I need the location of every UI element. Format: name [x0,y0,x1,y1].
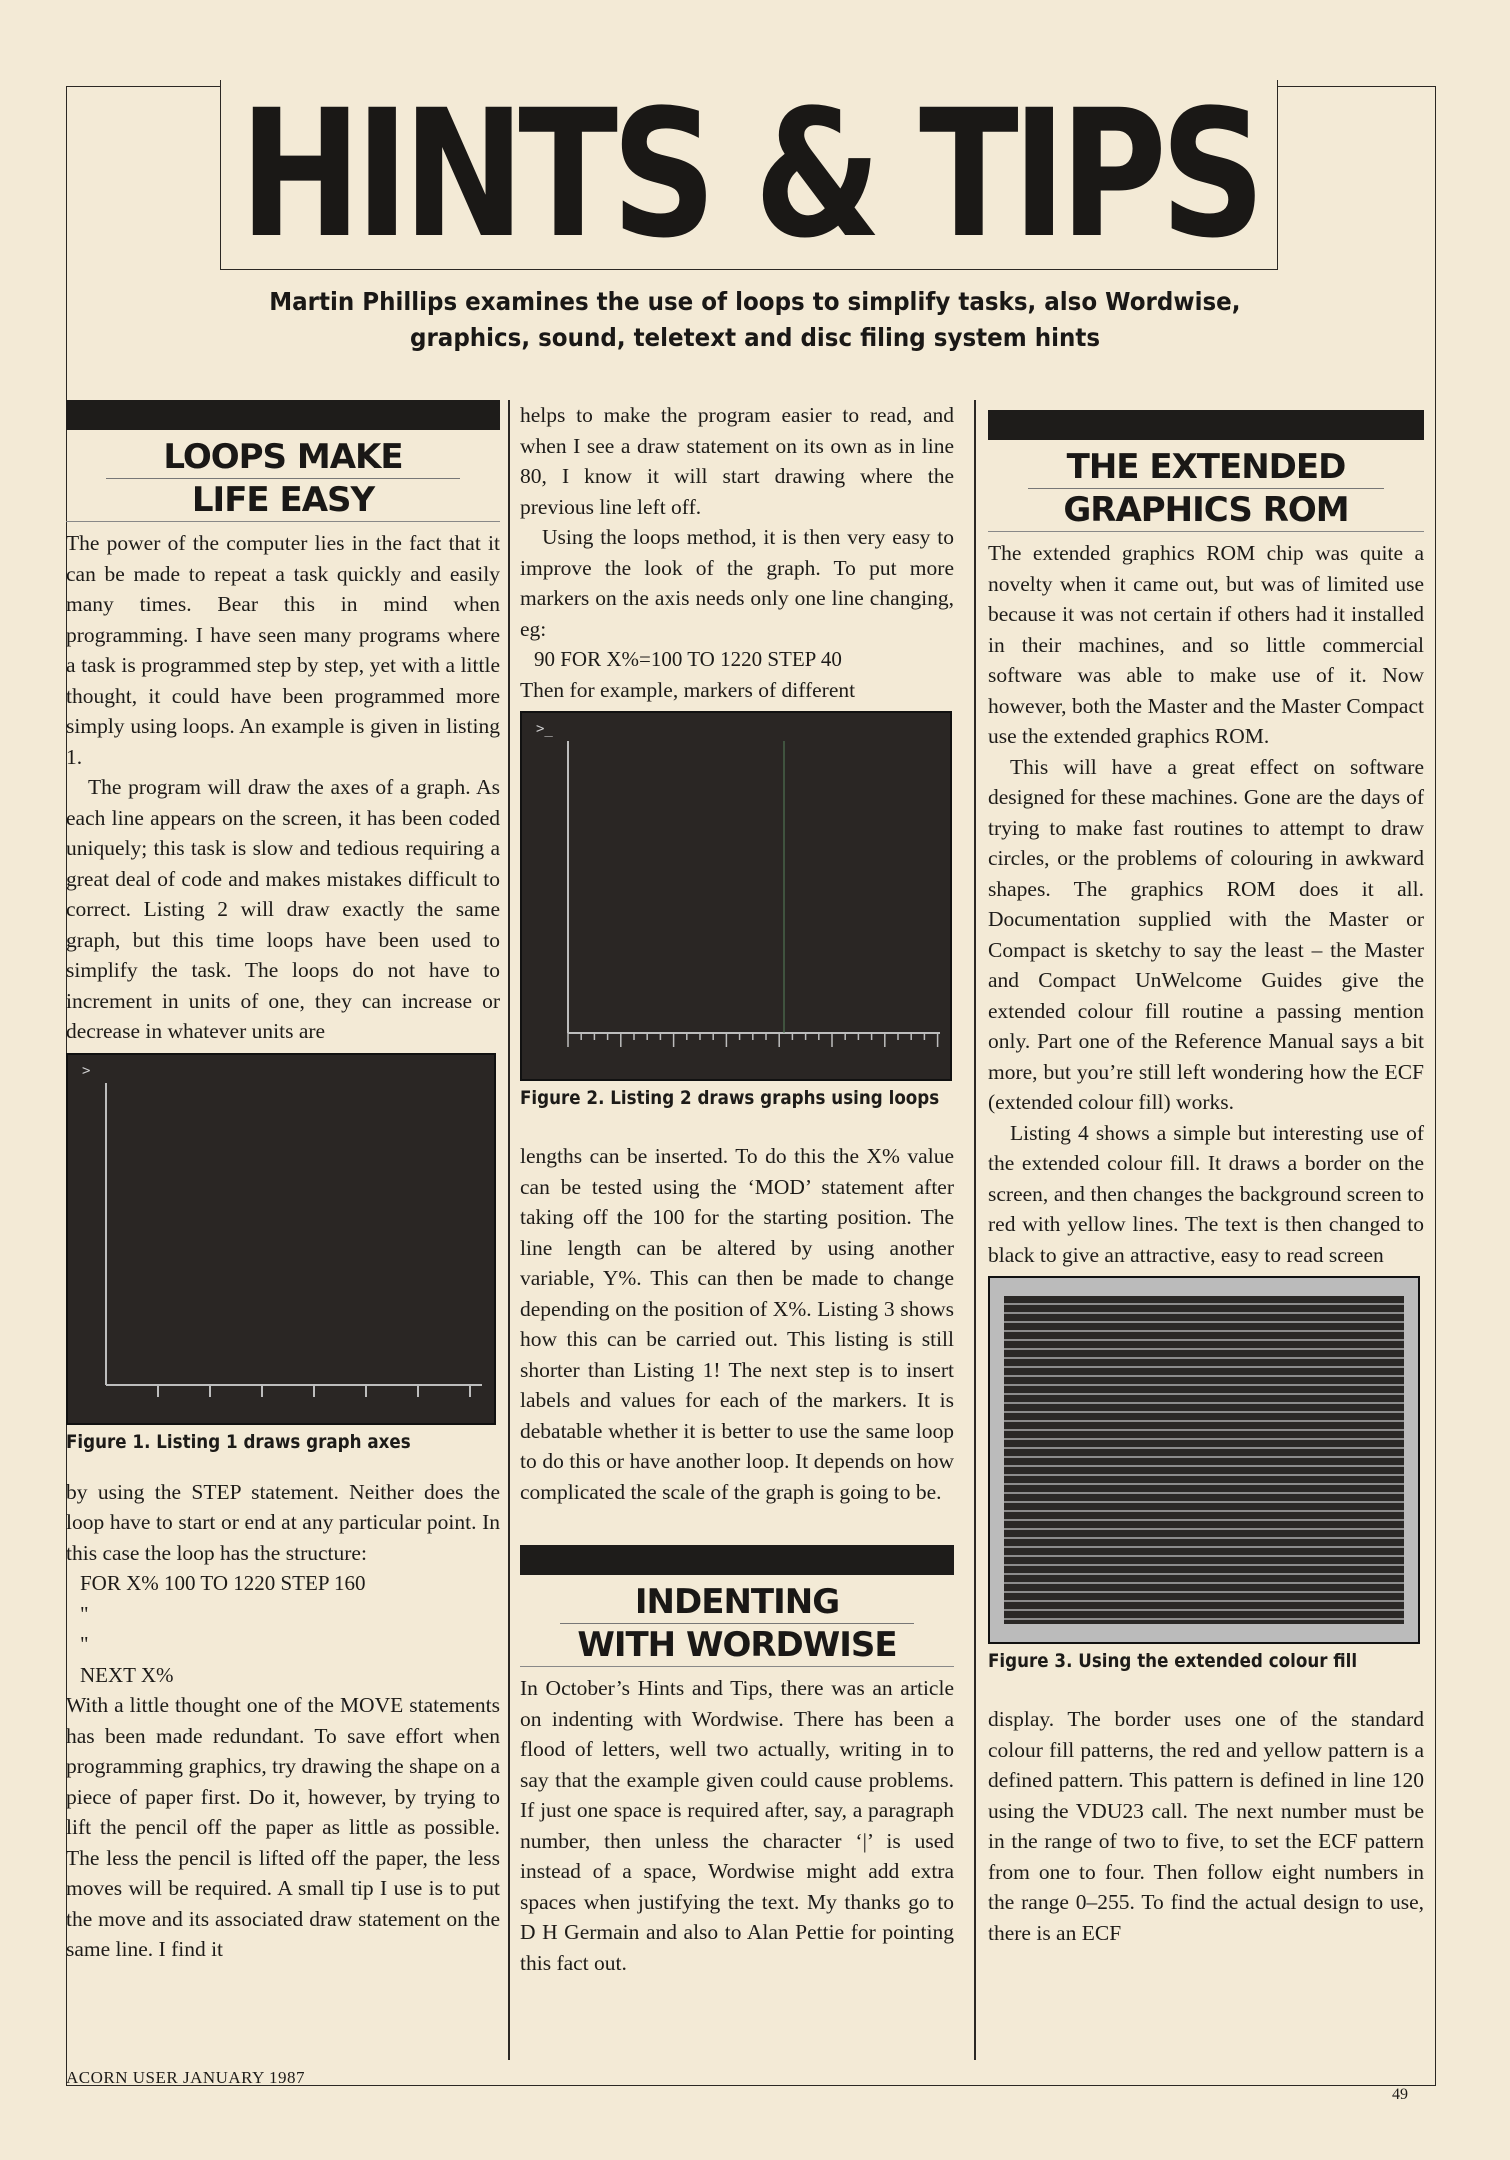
column-rule [974,400,976,2060]
graphics-heading [988,410,1424,532]
code-line: 90 FOR X%=100 TO 1220 STEP 40 [534,647,842,671]
code-line: NEXT X% [80,1662,174,1687]
figure-1-caption: Figure 1. Listing 1 draws graph axes [66,1430,411,1453]
paragraph: The power of the computer lies in the fact that it can be made to repeat a task quickly and easily many times. Bear this in mind when programming. I have seen many programs where a task is programmed step by step, yet with a little thought, it could have been programmed more simply using loops. An example is given in listing 1. [66,531,500,769]
paragraph: The extended graphics ROM chip was quite a novelty when it came out, but was of limited use because it was not certain if others had it installed in their machines, and so little commercial software was able to make use of it. Now however, both the Master and the Master Compact use the extended graphics ROM. [988,541,1424,748]
paragraph: The program will draw the axes of a graph. As each line appears on the screen, it has been coded uniquely; this task is slow and tedious requiring a great deal of code and makes mistakes difficult to correct. Listing 2 will draw exactly the same graph, but this time loops have been used to simplify the task. The loops do not have to increment in units of one, they can increase or decrease in whatever units are [66,775,500,1043]
heading-bar [520,1545,954,1575]
paragraph: display. The border uses one of the standard colour fill patterns, the red and yellow pattern is a defined pattern. This pattern is defined in line 120 using the VDU23 call. The next number must be in the range of two to five, to set the ECF pattern from one to four. Then follow eight numbers in the range 0–255. To find the actual design to use, there is an ECF [988,1707,1424,1945]
paragraph: In October’s Hints and Tips, there was an article on indenting with Wordwise. There has been a flood of letters, well two actually, writing in to say that the example given could cause problems. If just one space is required after, say, a paragraph number, then unless the character ‘|’ is used instead of a space, Wordwise might add extra spaces when justifying the text. My thanks go to D H Germain and also to Alan Pettie for pointing this fact out. [520,1676,954,1975]
paragraph: lengths can be inserted. To do this the X% value can be tested using the ‘MOD’ statement after taking off the 100 for the starting position. The line length can be altered by using another variable, Y%. This can then be made to change depending on the position of X%. Listing 3 shows how this can be carried out. This listing is still shorter than Listing 1! The next step is to insert labels and values for each of the markers. It is debatable whether it is better to use the same loop to do this or have another loop. It depends on how complicated the scale of the graph is going to be. [520,1144,954,1504]
heading-line-2: GRAPHICS ROM [988,489,1424,532]
heading-line-2: WITH WORDWISE [520,1624,954,1667]
wordwise-heading [520,1545,954,1667]
figure-1 [66,1053,500,1455]
paragraph: helps to make the program easier to read, and when I see a draw statement on its own as in line 80, I know it will start drawing where the previous line left off. [520,403,954,519]
paragraph: With a little thought one of the MOVE statements has been made redundant. To save effort when programming graphics, try drawing the shape on a piece of paper first. Do it, however, by trying to lift the pencil off the paper as little as possible. The less the pencil is lifted off the paper, the less moves will be required. A small tip I use is to put the move and its associated draw statement on the same line. I find it [66,1693,500,1961]
paragraph: Then for example, markers of different [520,677,856,702]
paragraph: Listing 4 shows a simple but interesting use of the extended colour fill. It draws a border on the screen, and then changes the background screen to red with yellow lines. The text is then changed to black to give an attractive, easy to read screen [988,1120,1424,1267]
figure-3-caption: Figure 3. Using the extended colour fill [988,1650,1358,1672]
heading-line-1: LOOPS MAKE [106,436,460,479]
figure-2-caption: Figure 2. Listing 2 draws graphs using loops [520,1087,940,1109]
page-number: 49 [1392,2086,1408,2103]
publication-footer: ACORN USER JANUARY 1987 [66,2068,305,2087]
figure-2 [520,711,954,1111]
figure-3-screen [988,1276,1420,1644]
code-line: " [80,1632,89,1656]
screen-prompt: > [82,1062,91,1079]
column-2 [520,400,954,1978]
graph-axes [68,1055,494,1423]
ecf-pattern [1004,1296,1404,1624]
screen-prompt: >_ [536,721,553,737]
masthead [220,71,1278,277]
loops-heading [66,400,500,522]
heading-bar [66,400,500,430]
standfirst-line-2: graphics, sound, teletext and disc filing system hints [409,323,1101,352]
code-line: " [80,1601,89,1626]
standfirst [180,284,1330,356]
paragraph: Using the loops method, it is then very easy to improve the look of the graph. To put more markers on the axis needs only one line changing, eg: [520,525,954,641]
column-rule [508,400,510,2060]
paragraph: This will have a great effect on software designed for these machines. Gone are the days of trying to make fast routines to attempt to draw circles, or the problems of colouring in awkward shapes. The graphics ROM does it all. Documentation supplied with the Master or Compact is sketchy to say the least – the Master and Compact UnWelcome Guides give the extended colour fill routine a passing mention only. Part one of the Reference Manual says a bit more, but you’re still left wondering how the ECF (extended colour fill) works. [988,754,1424,1114]
figure-3 [988,1276,1424,1674]
column-3 [988,400,1424,1948]
figure-1-screen [66,1053,496,1425]
heading-line-1: THE EXTENDED [1028,446,1384,489]
column-1 [66,400,500,1965]
graph-axes [522,713,950,1079]
heading-line-1: INDENTING [560,1581,914,1624]
heading-line-2: LIFE EASY [66,479,500,522]
figure-2-screen [520,711,952,1081]
paragraph: by using the STEP statement. Neither does the loop have to start or end at any particular point. In this case the loop has the structure: [66,1479,500,1565]
heading-bar [988,410,1424,440]
page-title: HINTS & TIPS [239,71,1259,277]
standfirst-line-1: Martin Phillips examines the use of loops to simplify tasks, also Wordwise, [269,287,1241,316]
code-line: FOR X% 100 TO 1220 STEP 160 [80,1571,366,1595]
